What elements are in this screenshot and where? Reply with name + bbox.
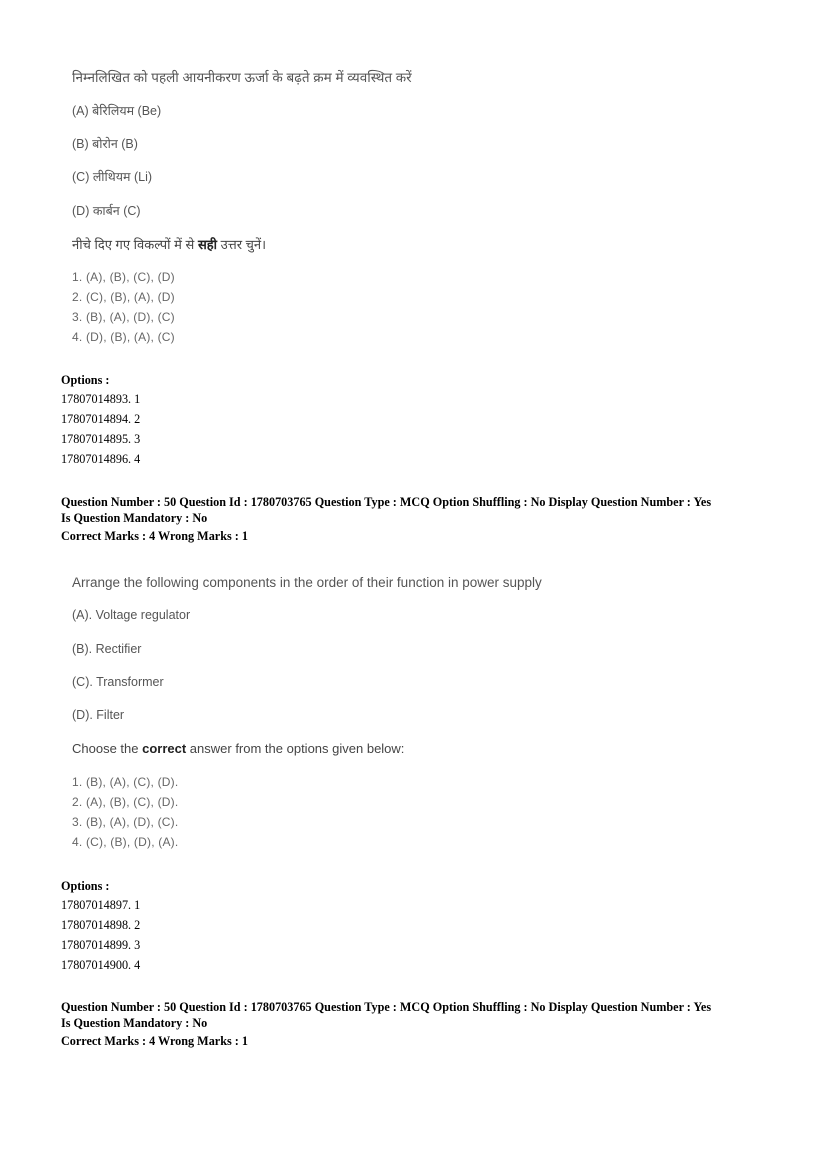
question-meta-line: Question Number : 50 Question Id : 1780703765 Question Type : MCQ Option Shuffling : No Display Question Number : Yes <box>61 495 712 509</box>
option-id: 17807014899. 3 <box>61 938 141 952</box>
question-item: (A) बेरिलियम (Be) <box>72 104 162 118</box>
options-heading: Options : <box>61 373 110 387</box>
option-id: 17807014897. 1 <box>61 898 141 912</box>
question-meta-line: Correct Marks : 4 Wrong Marks : 1 <box>61 529 248 543</box>
option-id: 17807014896. 4 <box>61 452 141 466</box>
option-id: 17807014898. 2 <box>61 918 141 932</box>
option-id: 17807014895. 3 <box>61 432 141 446</box>
question-instruction: नीचे दिए गए विकल्पों में से सही उत्तर चुनें। <box>72 237 267 252</box>
question-item: (C). Transformer <box>72 675 164 689</box>
answer-choice: 2. (C), (B), (A), (D) <box>72 290 175 304</box>
question-meta-line: Is Question Mandatory : No <box>61 511 208 525</box>
question-item: (C) लीथियम (Li) <box>72 170 153 184</box>
option-id: 17807014893. 1 <box>61 392 141 406</box>
options-heading: Options : <box>61 879 110 893</box>
answer-choice: 3. (B), (A), (D), (C) <box>72 310 175 324</box>
question-meta-line: Is Question Mandatory : No <box>61 1016 208 1030</box>
answer-choice: 3. (B), (A), (D), (C). <box>72 815 179 829</box>
question-meta-line: Question Number : 50 Question Id : 1780703765 Question Type : MCQ Option Shuffling : No Display Question Number : Yes <box>61 1000 712 1014</box>
answer-choice: 4. (C), (B), (D), (A). <box>72 835 179 849</box>
question-instruction: Choose the correct answer from the options given below: <box>72 741 405 756</box>
question-stem: निम्नलिखित को पहली आयनीकरण ऊर्जा के बढ़ते क्रम में व्यवस्थित करें <box>72 70 412 85</box>
option-id: 17807014900. 4 <box>61 958 141 972</box>
answer-choice: 1. (A), (B), (C), (D) <box>72 270 175 284</box>
question-item: (B) बोरोन (B) <box>72 137 138 151</box>
question-item: (A). Voltage regulator <box>72 608 191 622</box>
question-stem: Arrange the following components in the order of their function in power supply <box>72 575 542 590</box>
option-id: 17807014894. 2 <box>61 412 141 426</box>
question-meta-line: Correct Marks : 4 Wrong Marks : 1 <box>61 1034 248 1048</box>
answer-choice: 2. (A), (B), (C), (D). <box>72 795 179 809</box>
answer-choice: 1. (B), (A), (C), (D). <box>72 775 179 789</box>
answer-choice: 4. (D), (B), (A), (C) <box>72 330 175 344</box>
question-item: (D) कार्बन (C) <box>72 204 141 218</box>
question-item: (D). Filter <box>72 708 125 722</box>
question-item: (B). Rectifier <box>72 642 142 656</box>
